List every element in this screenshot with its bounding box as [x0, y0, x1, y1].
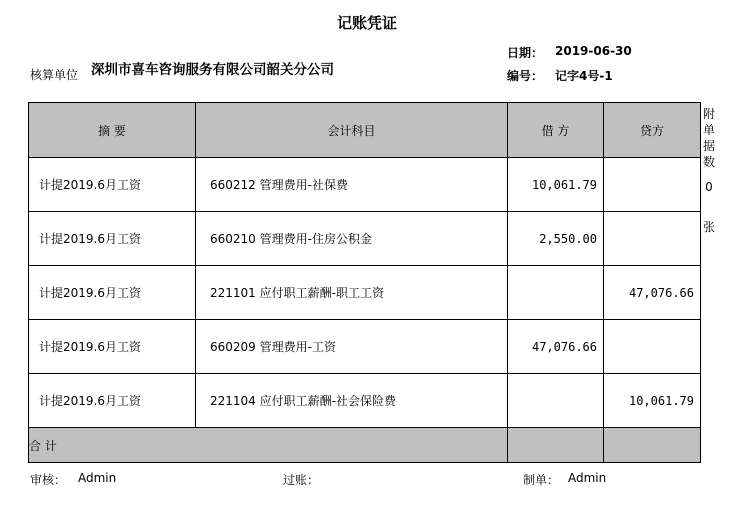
table-row	[29, 158, 701, 212]
bookkeeper-label: 过账：	[283, 473, 320, 487]
preparer-value: Admin	[568, 471, 607, 485]
attachments-unit: 张	[702, 220, 715, 234]
header-summary: 摘 要	[29, 103, 196, 158]
row-account: 660210 管理费用-住房公积金	[196, 212, 508, 266]
table-header-row	[29, 103, 701, 158]
preparer-label: 制单：	[523, 473, 560, 487]
unit-label: 核算单位	[30, 68, 79, 82]
attachments-count: 0	[705, 180, 713, 194]
row-account: 660209 管理费用-工资	[196, 320, 508, 374]
total-debit	[508, 428, 604, 463]
row-summary: 计提2019.6月工资	[29, 320, 196, 374]
row-debit: 10,061.79	[508, 158, 604, 212]
table-row	[29, 266, 701, 320]
row-debit	[508, 266, 604, 320]
row-credit: 47,076.66	[604, 266, 701, 320]
total-credit	[604, 428, 701, 463]
number-value: 记字4号-1	[555, 69, 613, 83]
header-account: 会计科目	[196, 103, 508, 158]
row-debit: 2,550.00	[508, 212, 604, 266]
header-credit: 贷方	[604, 103, 701, 158]
date-label: 日期：	[507, 46, 544, 60]
number-label: 编号：	[507, 69, 544, 83]
date-value: 2019-06-30	[555, 44, 632, 58]
attachments-label: 附单据数	[702, 107, 715, 169]
row-account: 221104 应付职工薪酬-社会保险费	[196, 374, 508, 428]
row-credit	[604, 320, 701, 374]
total-label: 合 计	[29, 428, 508, 463]
row-credit	[604, 158, 701, 212]
row-summary: 计提2019.6月工资	[29, 212, 196, 266]
table-row	[29, 320, 701, 374]
row-debit: 47,076.66	[508, 320, 604, 374]
row-account: 221101 应付职工薪酬-职工工资	[196, 266, 508, 320]
row-summary: 计提2019.6月工资	[29, 158, 196, 212]
table-row	[29, 374, 701, 428]
header-debit: 借 方	[508, 103, 604, 158]
table-row	[29, 212, 701, 266]
voucher-title: 记账凭证	[336, 14, 397, 32]
total-row	[29, 428, 701, 463]
unit-value: 深圳市喜车咨询服务有限公司韶关分公司	[91, 62, 334, 78]
row-account: 660212 管理费用-社保费	[196, 158, 508, 212]
auditor-label: 审核：	[30, 473, 67, 487]
row-summary: 计提2019.6月工资	[29, 374, 196, 428]
row-summary: 计提2019.6月工资	[29, 266, 196, 320]
row-debit	[508, 374, 604, 428]
voucher-table	[28, 102, 701, 463]
row-credit	[604, 212, 701, 266]
row-credit: 10,061.79	[604, 374, 701, 428]
auditor-value: Admin	[78, 471, 117, 485]
